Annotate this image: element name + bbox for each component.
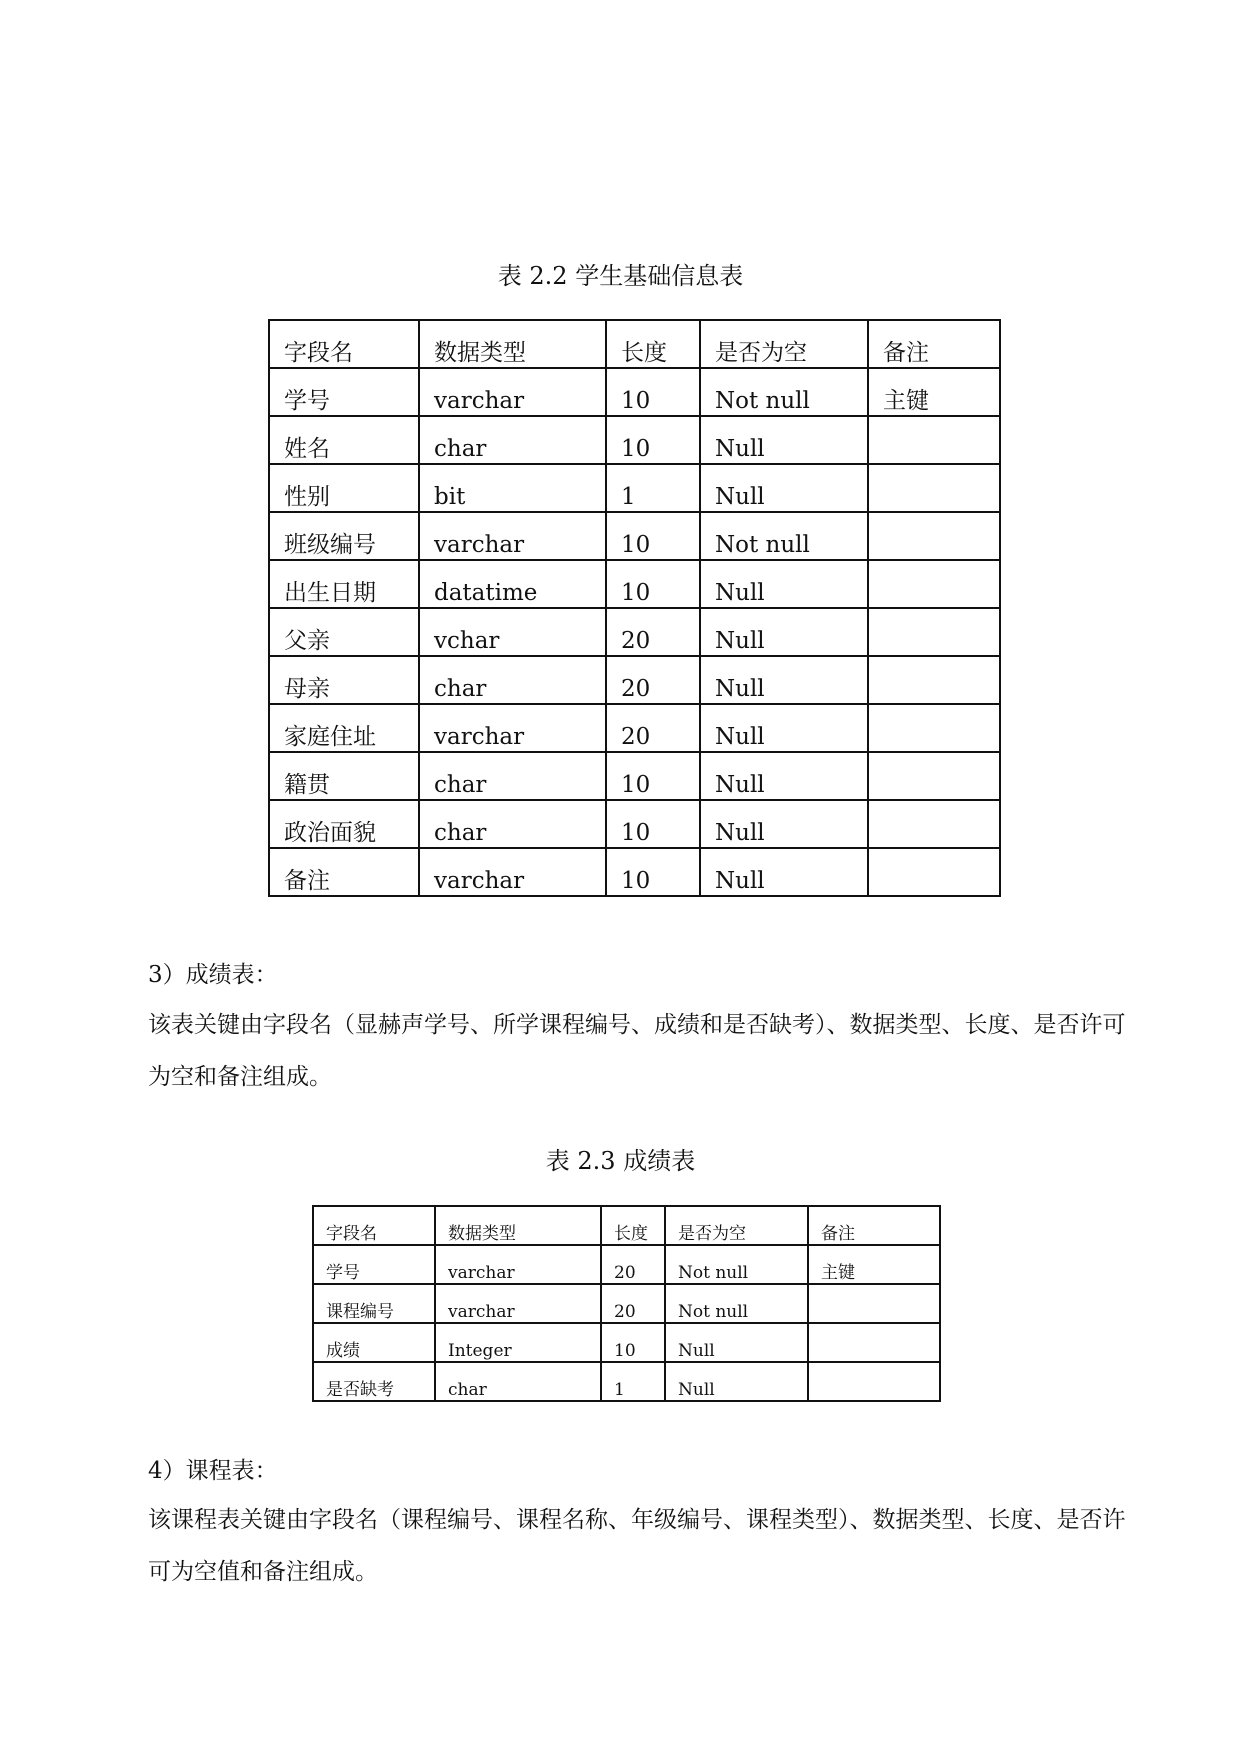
header-cell: 是否为空 xyxy=(700,320,868,368)
table-cell: Null xyxy=(700,848,868,896)
table-cell: 姓名 xyxy=(269,416,419,464)
table-cell: Not null xyxy=(700,512,868,560)
table-cell: 性别 xyxy=(269,464,419,512)
table-row xyxy=(269,848,1000,896)
table-cell: char xyxy=(435,1362,601,1401)
table-cell xyxy=(868,416,1000,464)
table-cell: varchar xyxy=(419,368,606,416)
table-cell: bit xyxy=(419,464,606,512)
table-cell: Not null xyxy=(700,368,868,416)
section-4-paragraph: 该课程表关键由字段名（课程编号、课程名称、年级编号、课程类型）、数据类型、长度、是否许可为空值和备注组成。 xyxy=(148,1507,1126,1585)
table-row xyxy=(269,704,1000,752)
table-cell: 10 xyxy=(606,848,700,896)
table-cell xyxy=(868,800,1000,848)
header-cell: 数据类型 xyxy=(419,320,606,368)
header-cell: 长度 xyxy=(601,1206,665,1245)
table-cell: 父亲 xyxy=(269,608,419,656)
table-cell: char xyxy=(419,416,606,464)
table-cell: 20 xyxy=(606,608,700,656)
table-cell: 20 xyxy=(606,704,700,752)
table-cell: char xyxy=(419,752,606,800)
table-cell: Null xyxy=(700,704,868,752)
header-cell: 长度 xyxy=(606,320,700,368)
table-cell: 10 xyxy=(606,512,700,560)
table-cell: Null xyxy=(665,1362,808,1401)
table-cell: Null xyxy=(700,608,868,656)
table-cell: 家庭住址 xyxy=(269,704,419,752)
table-cell xyxy=(868,608,1000,656)
table-cell: 10 xyxy=(606,800,700,848)
table-2-3-caption: 表 2.3 成绩表 xyxy=(545,1147,696,1175)
table-cell: vchar xyxy=(419,608,606,656)
table-cell: varchar xyxy=(419,512,606,560)
table-cell: 10 xyxy=(606,560,700,608)
table-2-2-caption: 表 2.2 学生基础信息表 xyxy=(497,262,744,290)
table-cell: varchar xyxy=(419,704,606,752)
table-cell: 学号 xyxy=(269,368,419,416)
table-cell: Integer xyxy=(435,1323,601,1362)
section-3-paragraph: 该表关键由字段名（显赫声学号、所学课程编号、成绩和是否缺考）、数据类型、长度、是否许可为空和备注组成。 xyxy=(148,1012,1126,1090)
table-cell: 主键 xyxy=(808,1245,940,1284)
section-3-heading: 3）成绩表： xyxy=(148,962,278,988)
table-row xyxy=(269,464,1000,512)
header-cell: 字段名 xyxy=(269,320,419,368)
score-table xyxy=(312,1205,941,1402)
header-cell: 字段名 xyxy=(313,1206,435,1245)
table-cell: datatime xyxy=(419,560,606,608)
table-header-row xyxy=(269,320,1000,368)
header-cell: 备注 xyxy=(808,1206,940,1245)
table-row xyxy=(313,1323,940,1362)
table-cell: Null xyxy=(700,416,868,464)
table-cell: 是否缺考 xyxy=(313,1362,435,1401)
header-cell: 备注 xyxy=(868,320,1000,368)
table-cell: 政治面貌 xyxy=(269,800,419,848)
table-cell xyxy=(868,464,1000,512)
table-row xyxy=(269,752,1000,800)
table-cell: Null xyxy=(700,656,868,704)
table-cell: Not null xyxy=(665,1245,808,1284)
table-row xyxy=(269,800,1000,848)
table-cell: Null xyxy=(700,800,868,848)
table-cell: varchar xyxy=(435,1284,601,1323)
table-cell: 课程编号 xyxy=(313,1284,435,1323)
student-info-table xyxy=(268,319,1001,897)
table-row xyxy=(313,1362,940,1401)
table-cell: 10 xyxy=(606,416,700,464)
table-cell xyxy=(808,1284,940,1323)
header-cell: 数据类型 xyxy=(435,1206,601,1245)
table-cell: 10 xyxy=(606,752,700,800)
table-cell: 1 xyxy=(606,464,700,512)
table-cell: 1 xyxy=(601,1362,665,1401)
table-cell xyxy=(868,512,1000,560)
table-cell: Null xyxy=(700,560,868,608)
table-cell: 10 xyxy=(601,1323,665,1362)
table-row xyxy=(269,608,1000,656)
table-row xyxy=(269,656,1000,704)
table-row xyxy=(313,1245,940,1284)
table-cell: 20 xyxy=(606,656,700,704)
table-cell: varchar xyxy=(419,848,606,896)
table-cell: 出生日期 xyxy=(269,560,419,608)
table-cell: 20 xyxy=(601,1284,665,1323)
table-cell: varchar xyxy=(435,1245,601,1284)
table-cell xyxy=(808,1362,940,1401)
table-header-row xyxy=(313,1206,940,1245)
table-cell: Null xyxy=(665,1323,808,1362)
table-cell: Null xyxy=(700,464,868,512)
table-cell xyxy=(868,560,1000,608)
table-cell xyxy=(868,848,1000,896)
table-cell xyxy=(868,752,1000,800)
table-cell: 20 xyxy=(601,1245,665,1284)
section-4-heading: 4）课程表： xyxy=(148,1458,278,1484)
table-cell xyxy=(868,704,1000,752)
table-cell xyxy=(868,656,1000,704)
table-cell xyxy=(808,1323,940,1362)
table-cell: 母亲 xyxy=(269,656,419,704)
table-cell: 学号 xyxy=(313,1245,435,1284)
table-cell: 籍贯 xyxy=(269,752,419,800)
table-cell: 备注 xyxy=(269,848,419,896)
table-cell: 班级编号 xyxy=(269,512,419,560)
table-cell: Not null xyxy=(665,1284,808,1323)
table-cell: char xyxy=(419,656,606,704)
table-cell: 10 xyxy=(606,368,700,416)
table-cell: 主键 xyxy=(868,368,1000,416)
table-row xyxy=(313,1284,940,1323)
table-cell: char xyxy=(419,800,606,848)
header-cell: 是否为空 xyxy=(665,1206,808,1245)
table-row xyxy=(269,416,1000,464)
table-row xyxy=(269,512,1000,560)
table-cell: Null xyxy=(700,752,868,800)
table-row xyxy=(269,560,1000,608)
table-row xyxy=(269,368,1000,416)
table-cell: 成绩 xyxy=(313,1323,435,1362)
